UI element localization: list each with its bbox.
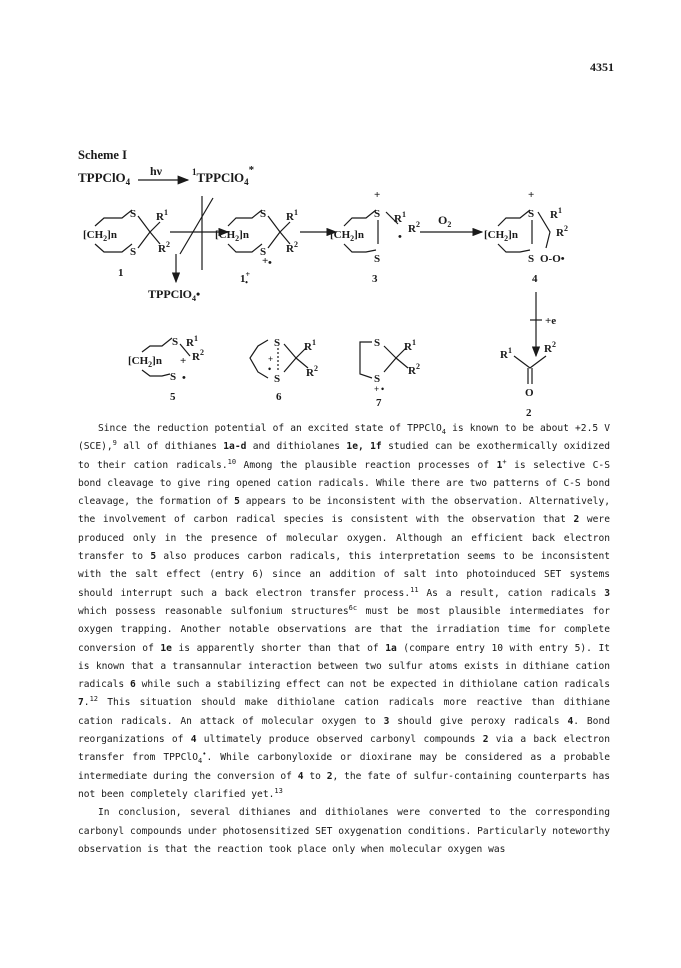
photoexcitation: [78, 164, 255, 187]
svg-text:R2: $R^2$: [158, 240, 170, 255]
svg-text:S: S: [260, 246, 267, 258]
paragraph-discussion: Since the reduction potential of an excited state of TPPClO$_4$ is known to be about +2.5 V (SCE),$^9$ all of dithianes 1a-d and dithiolanes 1e, 1f studied can be exothermically oxidized to their cation radicals.$^{10}$ Among the plausible reaction processes of 1+ is selective C-S bond cleavage to give ring opened cation radicals. While there are two patterns of C-S bond cleavage, the formation of 5 appears to be inconsistent with the observation. Alternatively, the involvement of carbon radical species is consistent with the observation that 2 were produced only in the presence of molecular oxygen. Although an efficient back electron transfer to 5 also produces carbon radicals, this interpretation seems to be inconsistent with the salt effect (entry 6) since an addition of salt into photoinduced SET systems should interrupt such a back electron transfer process.$^{11}$ As a result, cation radicals 3 which possess reasonable sulfonium structures$^{6c}$ must be most plausible intermediates for oxygen trapping. Another notable observations are that the irradiation time for complete conversion of 1e is apparently shorter than that of 1a (compare entry 10 with entry 5). It is known that a transannular interaction between two sulfur atoms exists in dithiane cation radicals 6 while such a stabilizing effect can not be expected in dithiolane cation radicals 7.12 This situation should make dithiolane cation radicals more reactive than dithiane cation radicals. An attack of molecular oxygen to 3 should give peroxy radicals 4. Bond reorganizations of 4 ultimately produce observed carbonyl compounds 2 via a back electron transfer from TPPClO$_4$•. While carbonyloxide or dioxirane may be considered as a probable intermediate during the conversion of 4 to 2, the fate of sulfur-containing counterparts has not been completely clarified yet.$^{13}$: [78, 423, 611, 800]
body-text: [78, 420, 610, 859]
svg-text:+: +: [528, 189, 535, 201]
svg-text:+: +: [180, 355, 187, 367]
svg-text:R2: $R^2$: [408, 362, 420, 377]
svg-text:R2: $R^2$: [556, 224, 568, 239]
svg-text:R2: $R^2$: [544, 340, 556, 355]
svg-text:•: •: [268, 364, 272, 374]
svg-text:1TPPClO4*: $^1$TPPClO$_4$*: [192, 164, 255, 187]
svg-text:S: S: [274, 337, 281, 349]
svg-text:•: •: [398, 231, 402, 243]
compound-7: [360, 337, 420, 409]
label-4: 4: [532, 273, 538, 285]
page-number: 4351: [590, 60, 614, 74]
svg-text:•: •: [268, 257, 272, 269]
compound-1: [83, 208, 170, 279]
svg-text:R1: $R^1$: [286, 208, 298, 223]
svg-text:S: S: [374, 253, 381, 265]
svg-text:TPPClO4•: TPPClO$_4$•: [148, 287, 201, 303]
svg-text:R1: $R^1$: [550, 206, 562, 221]
label-7: 7: [376, 397, 382, 409]
svg-text:•: •: [182, 372, 186, 384]
svg-text:S: S: [528, 253, 535, 265]
svg-text:R2: $R^2$: [408, 220, 420, 235]
svg-text:[CH2]n: $[CH_2]n$: [330, 229, 364, 243]
svg-text:O-O•: O-O•: [540, 253, 565, 265]
svg-text:S: S: [130, 208, 137, 220]
svg-text:O: O: [525, 387, 534, 399]
svg-text:R1: $R^1$: [394, 210, 406, 225]
compound-6: [250, 337, 318, 403]
svg-text:+: +: [374, 384, 380, 394]
hv-label: hν: [150, 164, 163, 178]
oxygen-addition: [420, 213, 482, 232]
svg-text:R1: $R^1$: [186, 334, 198, 349]
label-5: 5: [170, 391, 176, 403]
svg-text:R1: $R^1$: [500, 346, 512, 361]
compound-4: [484, 189, 568, 285]
svg-text:S: S: [130, 246, 137, 258]
svg-text:R1: $R^1$: [156, 208, 168, 223]
label-3: 3: [372, 273, 378, 285]
svg-text:[CH2]n: $[CH_2]n$: [484, 229, 518, 243]
svg-text:TPPClO4: TPPClO$_4$: [78, 170, 131, 187]
compound-5: [128, 334, 204, 403]
svg-text:•: •: [381, 384, 385, 394]
paragraph-conclusion: In conclusion, several dithianes and dithiolanes were converted to the corresponding carbonyl compounds under photosensitized SET oxygenation conditions. Particularly noteworthy observation is that the reaction took place only when molecular oxygen was: [78, 807, 610, 855]
svg-text:O2: $O_2$: [438, 213, 452, 229]
svg-text:S: S: [528, 208, 535, 220]
svg-text:[CH2]n: $[CH_2]n$: [128, 355, 162, 369]
svg-text:+e: +e: [545, 315, 557, 327]
label-1-radical-cation: 1+ •: [240, 270, 251, 287]
svg-text:S: S: [374, 208, 381, 220]
svg-text:S: S: [374, 337, 381, 349]
compound-1-radical-cation: [215, 208, 298, 287]
svg-text:S: S: [274, 373, 281, 385]
svg-text:S: S: [170, 371, 177, 383]
svg-text:+: +: [268, 354, 274, 364]
svg-text:S: S: [260, 208, 267, 220]
svg-text:+: +: [374, 189, 381, 201]
compound-3: [330, 189, 420, 285]
svg-text:R1: $R^1$: [304, 338, 316, 353]
svg-text:R2: $R^2$: [306, 364, 318, 379]
svg-text:S: S: [374, 373, 381, 385]
svg-text:R1: $R^1$: [404, 338, 416, 353]
label-1: 1: [118, 267, 124, 279]
reaction-scheme: [0, 160, 681, 420]
label-2: 2: [526, 407, 532, 419]
svg-text:S: S: [172, 336, 179, 348]
compound-2: [500, 340, 556, 419]
svg-text:+: +: [262, 255, 269, 267]
label-6: 6: [276, 391, 282, 403]
svg-text:R2: $R^2$: [192, 348, 204, 363]
svg-text:R2: $R^2$: [286, 240, 298, 255]
svg-text:[CH2]n: $[CH_2]n$: [215, 229, 249, 243]
svg-text:[CH2]n: $[CH_2]n$: [83, 229, 117, 243]
scheme-title: Scheme I: [78, 148, 127, 162]
